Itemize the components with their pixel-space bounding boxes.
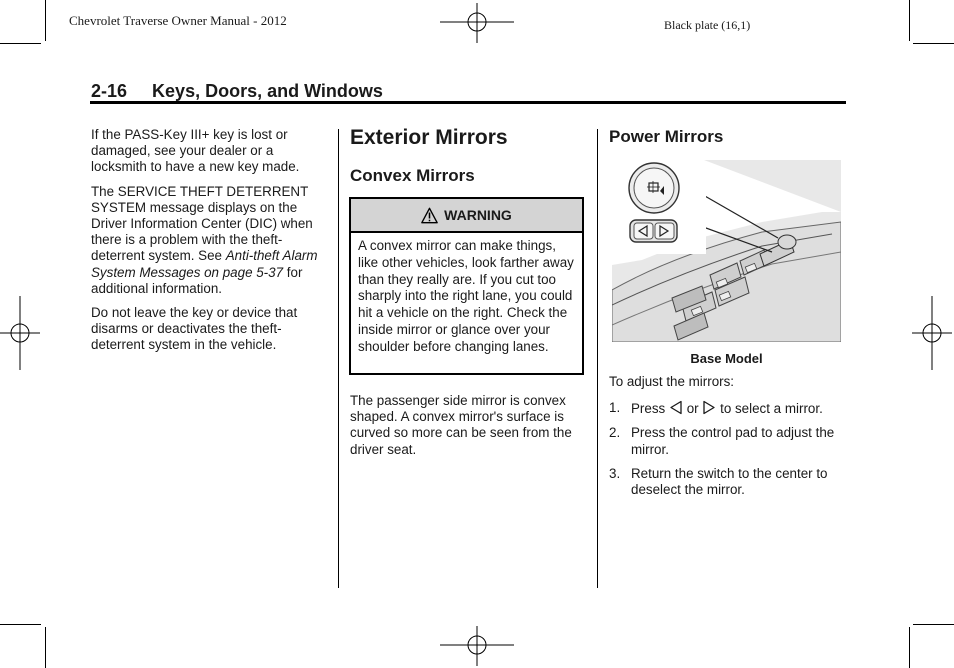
crop-mark — [913, 43, 954, 44]
crop-mark — [0, 43, 41, 44]
cross-reference-link[interactable]: Anti-theft Alarm System Messages on page 5-37 — [91, 248, 318, 280]
crop-mark — [45, 627, 46, 668]
crop-mark — [45, 0, 46, 41]
step-list — [609, 400, 845, 498]
figure-caption: Base Model — [690, 351, 763, 366]
convex-mirrors-heading — [350, 166, 475, 186]
column-1 — [91, 127, 331, 362]
warning-triangle-icon — [421, 207, 438, 224]
left-triangle-icon — [669, 400, 683, 415]
warning-text: A convex mirror can make things, like other vehicles, look farther away than they really are. If you cut too sharply into the right lane, you could hit a vehicle on the right. Check the inside mirror or glance over your shoulder before changing lanes. — [358, 238, 574, 354]
step-text-part: to select a mirror. — [720, 401, 823, 417]
subsection-title: Convex Mirrors — [350, 166, 475, 185]
registration-mark-bottom — [440, 626, 514, 666]
paragraph: Do not leave the key or device that disarms or deactivates the theft-deterrent system in the vehicle. — [91, 305, 298, 353]
mirror-control-illustration — [612, 160, 841, 342]
crop-mark — [909, 627, 910, 668]
power-mirrors-heading — [609, 127, 723, 147]
step-text — [631, 400, 823, 417]
warning-box — [349, 197, 584, 375]
page-number: 2-16 — [91, 81, 128, 101]
warning-header — [351, 199, 582, 233]
paragraph-text: for additional information. — [91, 264, 303, 296]
crop-mark — [0, 624, 41, 625]
step-number: 1. — [609, 400, 621, 416]
section-title: Keys, Doors, and Windows — [152, 81, 383, 101]
registration-mark-right — [912, 296, 952, 370]
list-item — [609, 425, 845, 457]
list-item — [609, 466, 845, 498]
right-triangle-icon — [702, 400, 716, 415]
crop-mark — [909, 0, 910, 41]
exterior-mirrors-heading — [350, 126, 508, 150]
column-divider — [597, 129, 598, 588]
step-number: 3. — [609, 465, 621, 481]
header-rule — [90, 101, 846, 104]
step-text-part: Press — [631, 401, 666, 417]
subsection-title: Power Mirrors — [609, 127, 724, 146]
step-text: Return the switch to the center to deselect the mirror. — [631, 465, 828, 498]
column-2-body — [350, 393, 590, 466]
registration-mark-left — [0, 296, 40, 370]
registration-mark-top — [440, 3, 514, 43]
manual-title: Chevrolet Traverse Owner Manual - 2012 — [69, 13, 287, 28]
step-text-part: or — [686, 401, 699, 417]
paragraph-text: The SERVICE THEFT DETERRENT SYSTEM message displays on the Driver Information Center (DIC) when there is a problem with the theft-deterrent system. See — [91, 183, 313, 264]
column-3-body — [609, 374, 845, 506]
paragraph: If the PASS-Key III+ key is lost or damaged, see your dealer or a locksmith to have a new key made. — [91, 127, 300, 175]
crop-mark — [913, 624, 954, 625]
warning-label: WARNING — [444, 207, 512, 223]
paragraph: To adjust the mirrors: — [609, 374, 735, 389]
column-divider — [338, 129, 339, 588]
step-number: 2. — [609, 425, 621, 441]
paragraph: The passenger side mirror is convex shaped. A convex mirror's surface is curved so more can be seen from the driver seat. — [350, 393, 572, 457]
list-item — [609, 400, 845, 417]
page-title: Exterior Mirrors — [350, 126, 508, 149]
plate-label: Black plate (16,1) — [664, 18, 751, 32]
step-text: Press the control pad to adjust the mirror. — [631, 425, 835, 457]
section-header — [91, 81, 383, 102]
paragraph — [91, 184, 331, 297]
